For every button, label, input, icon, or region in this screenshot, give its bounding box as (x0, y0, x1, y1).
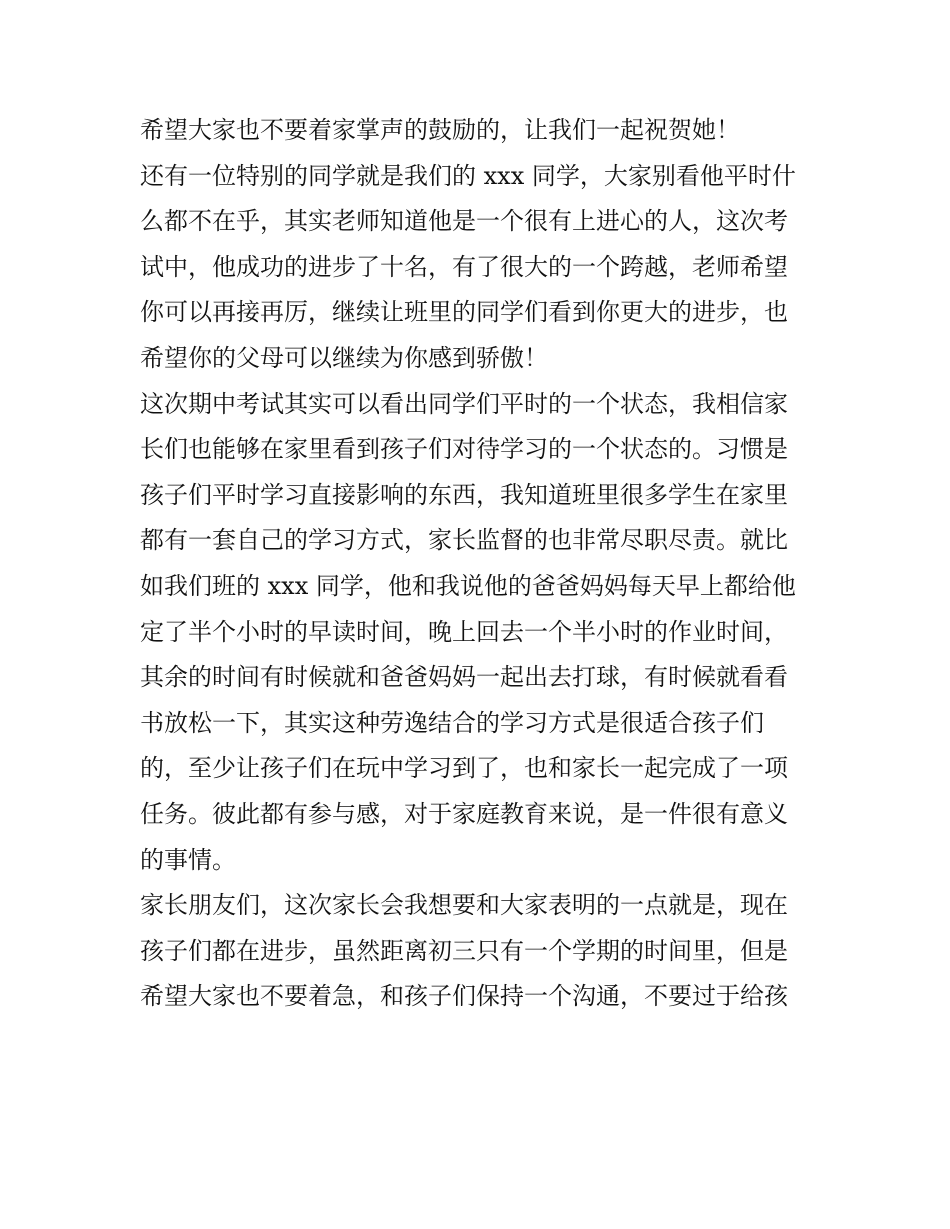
text-line: 你可以再接再厉，继续让班里的同学们看到你更大的进步，也 (140, 298, 788, 327)
text-line: 希望你的父母可以继续为你感到骄傲！ (140, 343, 548, 372)
text-line: 么都不在乎，其实老师知道他是一个很有上进心的人，这次考 (140, 207, 788, 236)
text-line: 家长朋友们，这次家长会我想要和大家表明的一点就是，现在 (140, 891, 788, 920)
text-line: 希望大家也不要着家掌声的鼓励的，让我们一起祝贺她！ (140, 116, 740, 144)
text-line: 还有一位特别的同学就是我们的 xxx 同学，大家别看他平时什 (140, 161, 796, 190)
text-line: 长们也能够在家里看到孩子们对待学习的一个状态的。习惯是 (140, 435, 788, 464)
text-line: 任务。彼此都有参与感，对于家庭教育来说，是一件很有意义 (140, 799, 788, 828)
text-line: 定了半个小时的早读时间，晚上回去一个半小时的作业时间， (140, 617, 788, 646)
text-line: 试中，他成功的进步了十名，有了很大的一个跨越，老师希望 (140, 252, 788, 281)
text-line: 其余的时间有时候就和爸爸妈妈一起出去打球，有时候就看看 (140, 663, 788, 692)
text-line: 这次期中考试其实可以看出同学们平时的一个状态，我相信家 (140, 389, 788, 418)
text-line: 的，至少让孩子们在玩中学习到了，也和家长一起完成了一项 (140, 754, 788, 783)
text-line: 都有一套自己的学习方式，家长监督的也非常尽职尽责。就比 (140, 526, 788, 555)
text-line: 如我们班的 xxx 同学，他和我说他的爸爸妈妈每天早上都给他 (140, 571, 796, 600)
text-line: 的事情。 (140, 845, 236, 874)
text-line: 希望大家也不要着急，和孩子们保持一个沟通，不要过于给孩 (140, 982, 788, 1011)
text-line: 孩子们平时学习直接影响的东西，我知道班里很多学生在家里 (140, 480, 788, 509)
text-line: 书放松一下，其实这种劳逸结合的学习方式是很适合孩子们 (140, 708, 764, 737)
text-line: 孩子们都在进步，虽然距离初三只有一个学期的时间里，但是 (140, 936, 788, 965)
body-text (140, 108, 820, 1020)
